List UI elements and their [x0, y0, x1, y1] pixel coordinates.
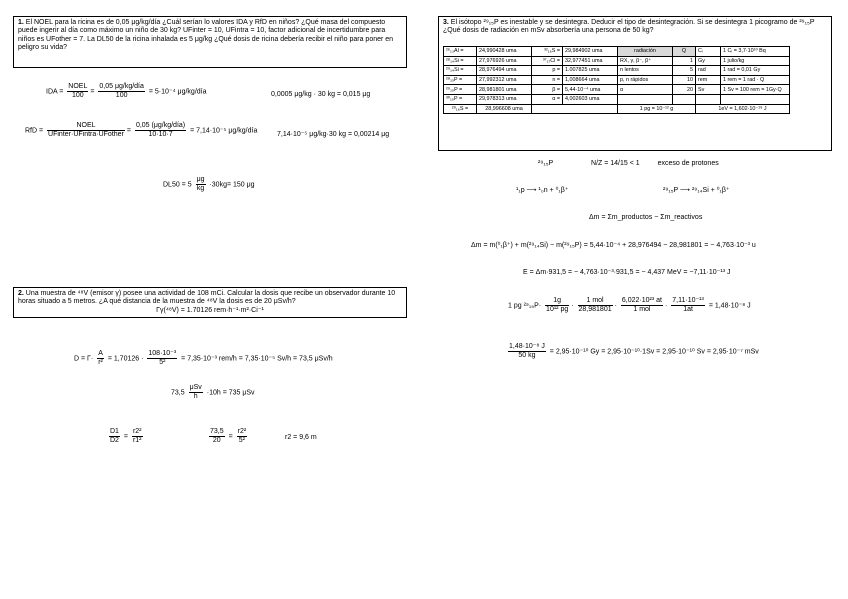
table-cell: 27,992312 uma: [477, 75, 532, 85]
distance-result: r2 = 9,6 m: [285, 434, 317, 441]
fraction-num: NOEL: [47, 122, 125, 131]
table-cell: 5: [673, 66, 696, 76]
fraction-den: h: [193, 393, 198, 400]
table-row: [444, 104, 790, 114]
pg-fraction-2: [578, 297, 613, 314]
table-cell: Q: [673, 47, 696, 57]
table-row: [444, 75, 790, 85]
fraction-den: 50 kg: [518, 352, 536, 359]
table-cell: 24,990428 uma: [477, 47, 532, 57]
energy-calculation: E = Δm·931,5 = − 4,763·10⁻³·931,5 = − 4,437 MeV = −7,11·10⁻¹³ J: [523, 269, 731, 276]
fraction-den: 10·10·7: [148, 131, 173, 138]
fraction-den: 1at: [683, 306, 693, 313]
rfd-mass: 7,14·10⁻⁵ μg/kg·30 kg = 0,00214 μg: [277, 131, 390, 138]
problem-3-text: El isótopo ²⁹₁₅P es inestable y se desintegra. Deducir el tipo de desintegración. Si se desintegra 1 picogramo de ²⁹₁₅P ¿Qué dosis de radiación en mSv absorbería una persona de 50 kg?: [443, 19, 815, 35]
table-cell: ³²₁₆S =: [532, 47, 563, 57]
fraction-num: A: [98, 350, 103, 357]
table-cell: rad: [696, 66, 721, 76]
ratio-equals: =: [228, 433, 233, 441]
nz-isotope: ²⁹₁₅P: [538, 160, 554, 167]
nz-line: [538, 160, 719, 167]
table-cell: [618, 94, 673, 104]
pg-label: 1 pg ²⁹₁₅P·: [508, 302, 542, 310]
fraction-num: 7,11·10⁻¹³: [672, 297, 704, 304]
problem-2-statement: [13, 287, 407, 318]
problem-1-text: El NOEL para la ricina es de 0,05 μg/kg/día ¿Cuál serían lo valores IDA y RfD en niños? ¿Qué masa del compuesto puede ingerir al día como máximo un niño de 30 kg? UFinter = 10, UFintra = 10, factor adicional de incertidumbre para niños es UFother = 7. La DL50 de la ricina inhalada es 5 μg/kg ¿Qué dosis de ricina debería recibir el niño para poner en peligro su vida?: [18, 19, 394, 52]
fraction-num: 73,5: [210, 428, 224, 435]
dl50-result: ·30kg= 150 μg: [209, 181, 255, 189]
table-cell: p =: [532, 66, 563, 76]
table-cell: 1: [673, 56, 696, 66]
fraction-den: 5²: [159, 359, 166, 366]
gamma-constant: Γγ(⁴⁸V) = 1.70126 rem·h⁻¹·m²·Ci⁻¹: [156, 306, 264, 314]
table-cell: 1 Cᵢ = 3,7·10¹⁰ Bq: [721, 47, 790, 57]
table-cell: ²⁹₁₆S =: [444, 104, 477, 114]
table-cell: 1 pg = 10⁻¹² g: [618, 104, 696, 114]
ratio-fraction-3: [209, 428, 225, 445]
table-cell: Cᵢ: [696, 47, 721, 57]
dose-result: = 7,35·10⁻³ rem/h = 7,35·10⁻⁵ Sv/h = 73,5 μSv/h: [181, 355, 333, 363]
nz-conclusion: exceso de protones: [657, 160, 719, 167]
table-row: [444, 85, 790, 95]
pg-result: = 1,48·10⁻⁸ J: [708, 302, 751, 310]
ida-fraction-2: [98, 83, 145, 100]
table-cell: 1 rad = 0,01 Gy: [721, 66, 790, 76]
dl50-label: DL50 = 5: [163, 181, 192, 189]
table-cell: ²⁸₁₄Si =: [444, 56, 477, 66]
dose-fraction-2: [147, 350, 177, 367]
problem-1-number: 1.: [18, 19, 24, 26]
table-cell: 28,996608 uma: [477, 104, 532, 114]
table-cell: ²⁹₁₅P =: [444, 85, 477, 95]
fraction-den: 1 mol: [633, 306, 651, 313]
table-cell: 1 Sv = 100 rem = 1Gy·Q: [721, 85, 790, 95]
fraction-den: r²: [98, 359, 103, 366]
table-row: [444, 94, 790, 104]
fraction-num: D1: [110, 428, 119, 435]
ida-result: = 5·10⁻⁴ μg/kg/día: [148, 88, 207, 96]
table-cell: 1,008664 uma: [563, 75, 618, 85]
table-cell: ²⁸₁₅P =: [444, 75, 477, 85]
table-cell: 1eV = 1,602·10⁻¹⁹ J: [696, 104, 790, 114]
dose-label: D = Γ·: [74, 355, 94, 363]
distance-ratio: [107, 428, 145, 445]
table-cell: ³⁰₁₅P =: [444, 94, 477, 104]
ida-label: IDA =: [46, 88, 64, 96]
table-cell: α: [618, 85, 673, 95]
table-cell: 1 rem = 1 rad · Q: [721, 75, 790, 85]
fraction-den: kg: [196, 185, 205, 192]
fraction-den: 100: [71, 92, 84, 99]
table-row: [444, 66, 790, 76]
fraction-den: UFinter·UFintra·UFother: [48, 131, 124, 138]
fraction-num: 1g: [545, 297, 569, 306]
fraction-den: 20: [212, 437, 221, 444]
nz-ratio: N/Z = 14/15 < 1: [591, 160, 640, 167]
pg-fraction-3: [621, 297, 663, 314]
table-cell: [721, 94, 790, 104]
table-cell: 4,002603 uma: [563, 94, 618, 104]
fraction-num: μSv: [189, 384, 202, 391]
reaction-proton: ¹₁p ⟶ ¹₀n + ⁰₁β⁺: [516, 187, 569, 194]
fraction-den: 100: [115, 92, 128, 99]
absorbed-dose-result: = 2,95·10⁻¹⁰ Gy = 2,95·10⁻¹⁰·1Sv = 2,95·10⁻¹⁰ Sv = 2,95·10⁻⁷ mSv: [549, 348, 759, 356]
reaction-p29: ²⁹₁₅P ⟶ ²⁹₁₄Si + ⁰₁β⁺: [663, 187, 730, 194]
table-cell: 1 julio/kg: [721, 56, 790, 66]
mass-defect-calculation: Δm = m(⁰₁β⁺) + m(²⁹₁₄Si) − m(²⁹₁₅P) = 5,44·10⁻⁴ + 28,976494 − 28,981801 = − 4,763·10⁻³ u: [471, 242, 756, 249]
rfd-equation: RfD = $\frac{\text{NOEL}}{\text{UFinter·UFintra·UFother}}$ = $\frac{\text{0,05 (μg/kg/día)}}{10\cdot 10\cdot 7}$ = 7,14·10⁻⁵ μg/kg/día: [25, 122, 258, 138]
table-cell: [673, 94, 696, 104]
ratio-equals: =: [123, 433, 128, 441]
table-row: [444, 56, 790, 66]
table-cell: Gy: [696, 56, 721, 66]
rfd-label: RfD =: [25, 127, 44, 135]
table-cell: 28,981801 uma: [477, 85, 532, 95]
ida-equation: IDA = $\frac{\text{NOEL}}{100}$ = $\frac{\text{0,05 μg/kg/día}}{100}$ = 5·10⁻⁴ μg/kg/día: [46, 83, 207, 99]
problem-1-statement: [13, 16, 407, 68]
ratio-fraction-2: [132, 428, 143, 445]
fraction-num: 0,05 μg/kg/día: [99, 83, 144, 90]
table-cell: ³⁷₁₇Cl =: [532, 56, 563, 66]
table-row: [444, 47, 790, 57]
fraction-num: μg: [196, 176, 205, 183]
dl50-equation: [163, 176, 255, 193]
dose-fraction-1: [97, 350, 104, 367]
problem-3-number: 3.: [443, 19, 449, 26]
fraction-den: r1²: [132, 437, 142, 444]
fraction-num: NOEL: [68, 83, 88, 90]
fraction-den: 5²: [238, 437, 246, 444]
table-cell: Sv: [696, 85, 721, 95]
table-cell: 1.007825 uma: [563, 66, 618, 76]
table-cell: 29,984902 uma: [563, 47, 618, 57]
fraction-num: 108·10⁻³: [148, 350, 177, 357]
dl50-fraction: [196, 176, 206, 193]
table-cell: n lentos: [618, 66, 673, 76]
table-cell: α =: [532, 94, 563, 104]
energy-per-picogram: 1 pg ²⁹₁₅P· $\frac{1g}{\text{10¹² pg}}$ · $\frac{\text{1 mol}}{28,981801}$ · $\frac{\text{6,022·10²³ at}}{\text{1 mol}}$ · $\frac{\text{7,11·10⁻¹³}}{1at}$ = 1,48·10⁻⁸ J: [508, 297, 751, 313]
ida-mass: 0,0005 μg/kg · 30 kg = 0,015 μg: [271, 91, 371, 98]
table-cell: 20: [673, 85, 696, 95]
table-cell: p, n rápidos: [618, 75, 673, 85]
fraction-num: 6,022·10²³ at: [621, 297, 662, 304]
fraction-den: 28,981801: [578, 306, 612, 313]
fraction-num: 1 mol: [578, 297, 613, 306]
table-cell: [696, 94, 721, 104]
mass-defect-definition: Δm = Σm_productos − Σm_reactivos: [589, 214, 703, 221]
pg-fraction-4: [671, 297, 705, 314]
table-cell: RX, γ, β⁻, β⁺: [618, 56, 673, 66]
total-dose-label: 73,5: [171, 389, 185, 397]
fraction-num: r2²: [237, 428, 247, 435]
absorbed-dose-calculation: [506, 343, 759, 360]
table-cell: 5,44·10⁻⁴ uma: [563, 85, 618, 95]
rfd-fraction-1: [47, 122, 125, 139]
total-dose-equation: [171, 384, 255, 401]
table-cell: β =: [532, 85, 563, 95]
table-cell: ²⁹₁₄Si =: [444, 66, 477, 76]
fraction-num: 0,05 (μg/kg/día): [135, 122, 186, 129]
table-cell: radiación: [618, 47, 673, 57]
table-cell: n =: [532, 75, 563, 85]
total-dose-result: ·10h = 735 μSv: [206, 389, 255, 397]
table-cell: rem: [696, 75, 721, 85]
problem-2-number: 2.: [18, 290, 24, 297]
isotope-data-table: [443, 46, 790, 114]
total-dose-fraction: [189, 384, 203, 401]
table-cell: 29,978313 uma: [477, 94, 532, 104]
table-cell: 10: [673, 75, 696, 85]
table-cell: 32,977451 uma: [563, 56, 618, 66]
ida-fraction-1: [67, 83, 88, 100]
table-cell: [532, 104, 618, 114]
dose-fraction: [508, 343, 546, 360]
ratio-fraction-1: [109, 428, 120, 445]
fraction-den: 10¹² pg: [546, 306, 569, 313]
rfd-result: = 7,14·10⁻⁵ μg/kg/día: [190, 127, 258, 135]
ratio-fraction-4: [237, 428, 248, 445]
table-cell: ²⁶₁₃Al =: [444, 47, 477, 57]
rfd-fraction-2: [135, 122, 186, 139]
fraction-num: 1,48·10⁻⁸ J: [509, 343, 545, 350]
table-cell: 28,976494 uma: [477, 66, 532, 76]
fraction-den: D2: [110, 437, 119, 444]
dose-mid: = 1,70126 ·: [107, 355, 144, 363]
dose-equation: [74, 350, 333, 367]
problem-2-text: Una muestra de ⁴⁸V (emisor γ) posee una actividad de 108 mCi. Calcular la dosis que recibe un observador durante 10 horas situado a 5 metros. ¿A qué distancia de la muestra de ⁴⁸V la dosis es de 20 μSv/h?: [18, 290, 396, 306]
fraction-num: r2²: [132, 428, 142, 435]
pg-fraction-1: [545, 297, 569, 314]
distance-substitution: [207, 428, 249, 445]
table-cell: 27,976926 uma: [477, 56, 532, 66]
